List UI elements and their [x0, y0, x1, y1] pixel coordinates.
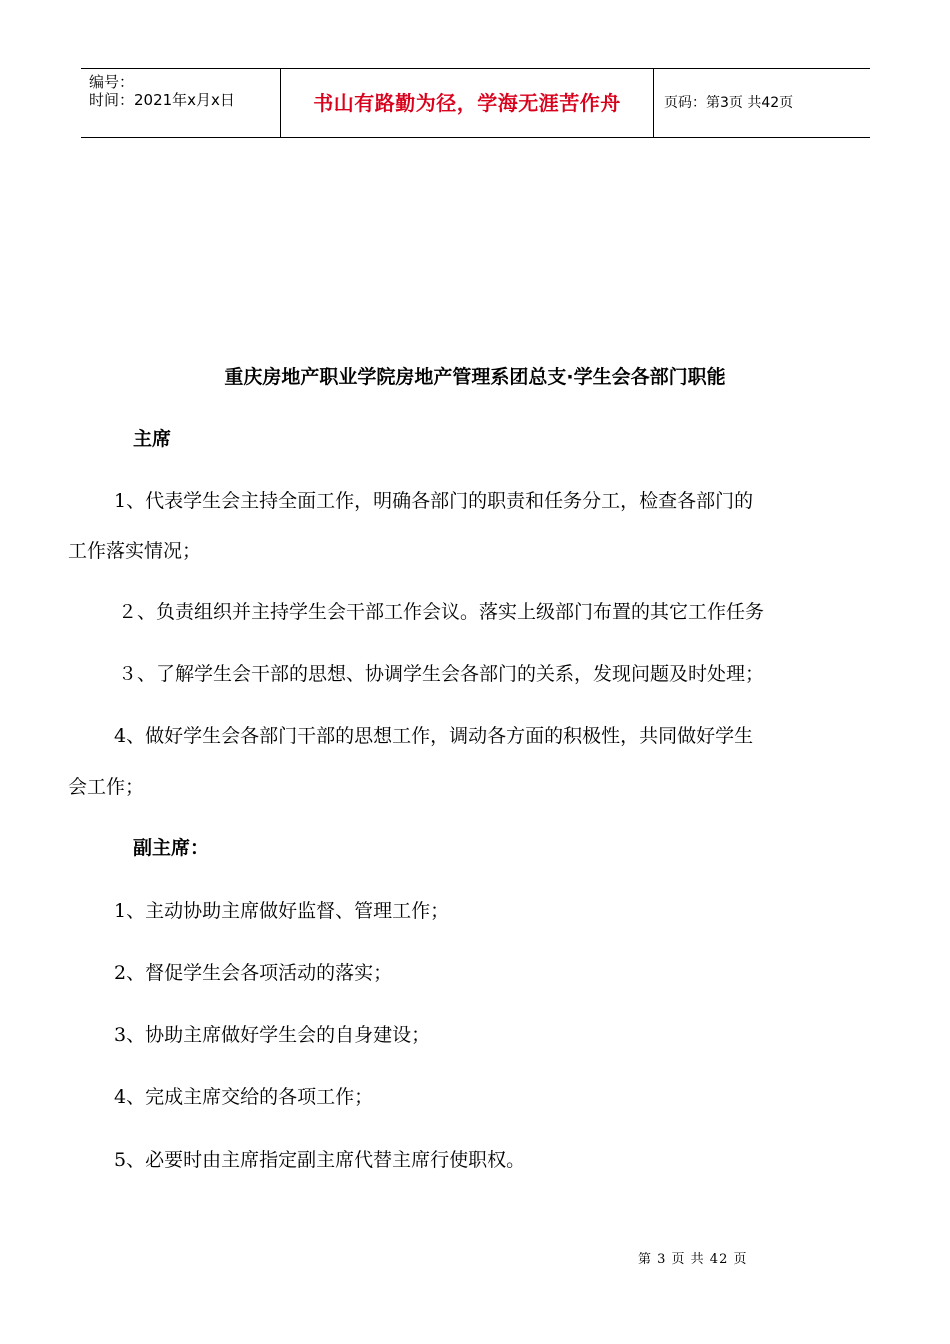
- chairman-item-4: 4、做好学生会各部门干部的思想工作，调动各方面的积极性，共同做好学生: [114, 725, 754, 747]
- page-header: [81, 68, 870, 138]
- chairman-heading: 主席: [133, 428, 172, 450]
- chairman-item-3: ３、了解学生会干部的思想、协调学生会各部门的关系，发现问题及时处理；: [118, 663, 765, 685]
- header-date: 时间：2021年x月x日: [89, 91, 235, 109]
- header-number: 编号：: [89, 73, 135, 91]
- header-meta: [81, 69, 281, 137]
- vice-chairman-heading: 副主席：: [133, 837, 210, 859]
- vice-chairman-item-5: 5、必要时由主席指定副主席代替主席行使职权。: [114, 1149, 526, 1171]
- chairman-item-1: 1、代表学生会主持全面工作，明确各部门的职责和任务分工，检查各部门的: [114, 490, 754, 512]
- vice-chairman-item-3: 3、协助主席做好学生会的自身建设；: [114, 1024, 431, 1046]
- chairman-item-4-cont: 会工作；: [68, 776, 145, 798]
- vice-chairman-item-4: 4、完成主席交给的各项工作；: [114, 1086, 374, 1108]
- vice-chairman-item-1: 1、主动协助主席做好监督、管理工作；: [114, 900, 450, 922]
- document-title: 重庆房地产职业学院房地产管理系团总支·学生会各部门职能: [224, 366, 726, 388]
- chairman-item-2: ２、负责组织并主持学生会干部工作会议。落实上级部门布置的其它工作任务: [118, 601, 765, 623]
- page-footer: 第 3 页 共 42 页: [638, 1252, 748, 1267]
- header-motto: 书山有路勤为径，学海无涯苦作舟: [281, 69, 654, 137]
- vice-chairman-item-2: 2、督促学生会各项活动的落实；: [114, 962, 393, 984]
- header-page-info: 页码：第3页 共42页: [664, 95, 794, 111]
- chairman-item-1-cont: 工作落实情况；: [68, 540, 202, 562]
